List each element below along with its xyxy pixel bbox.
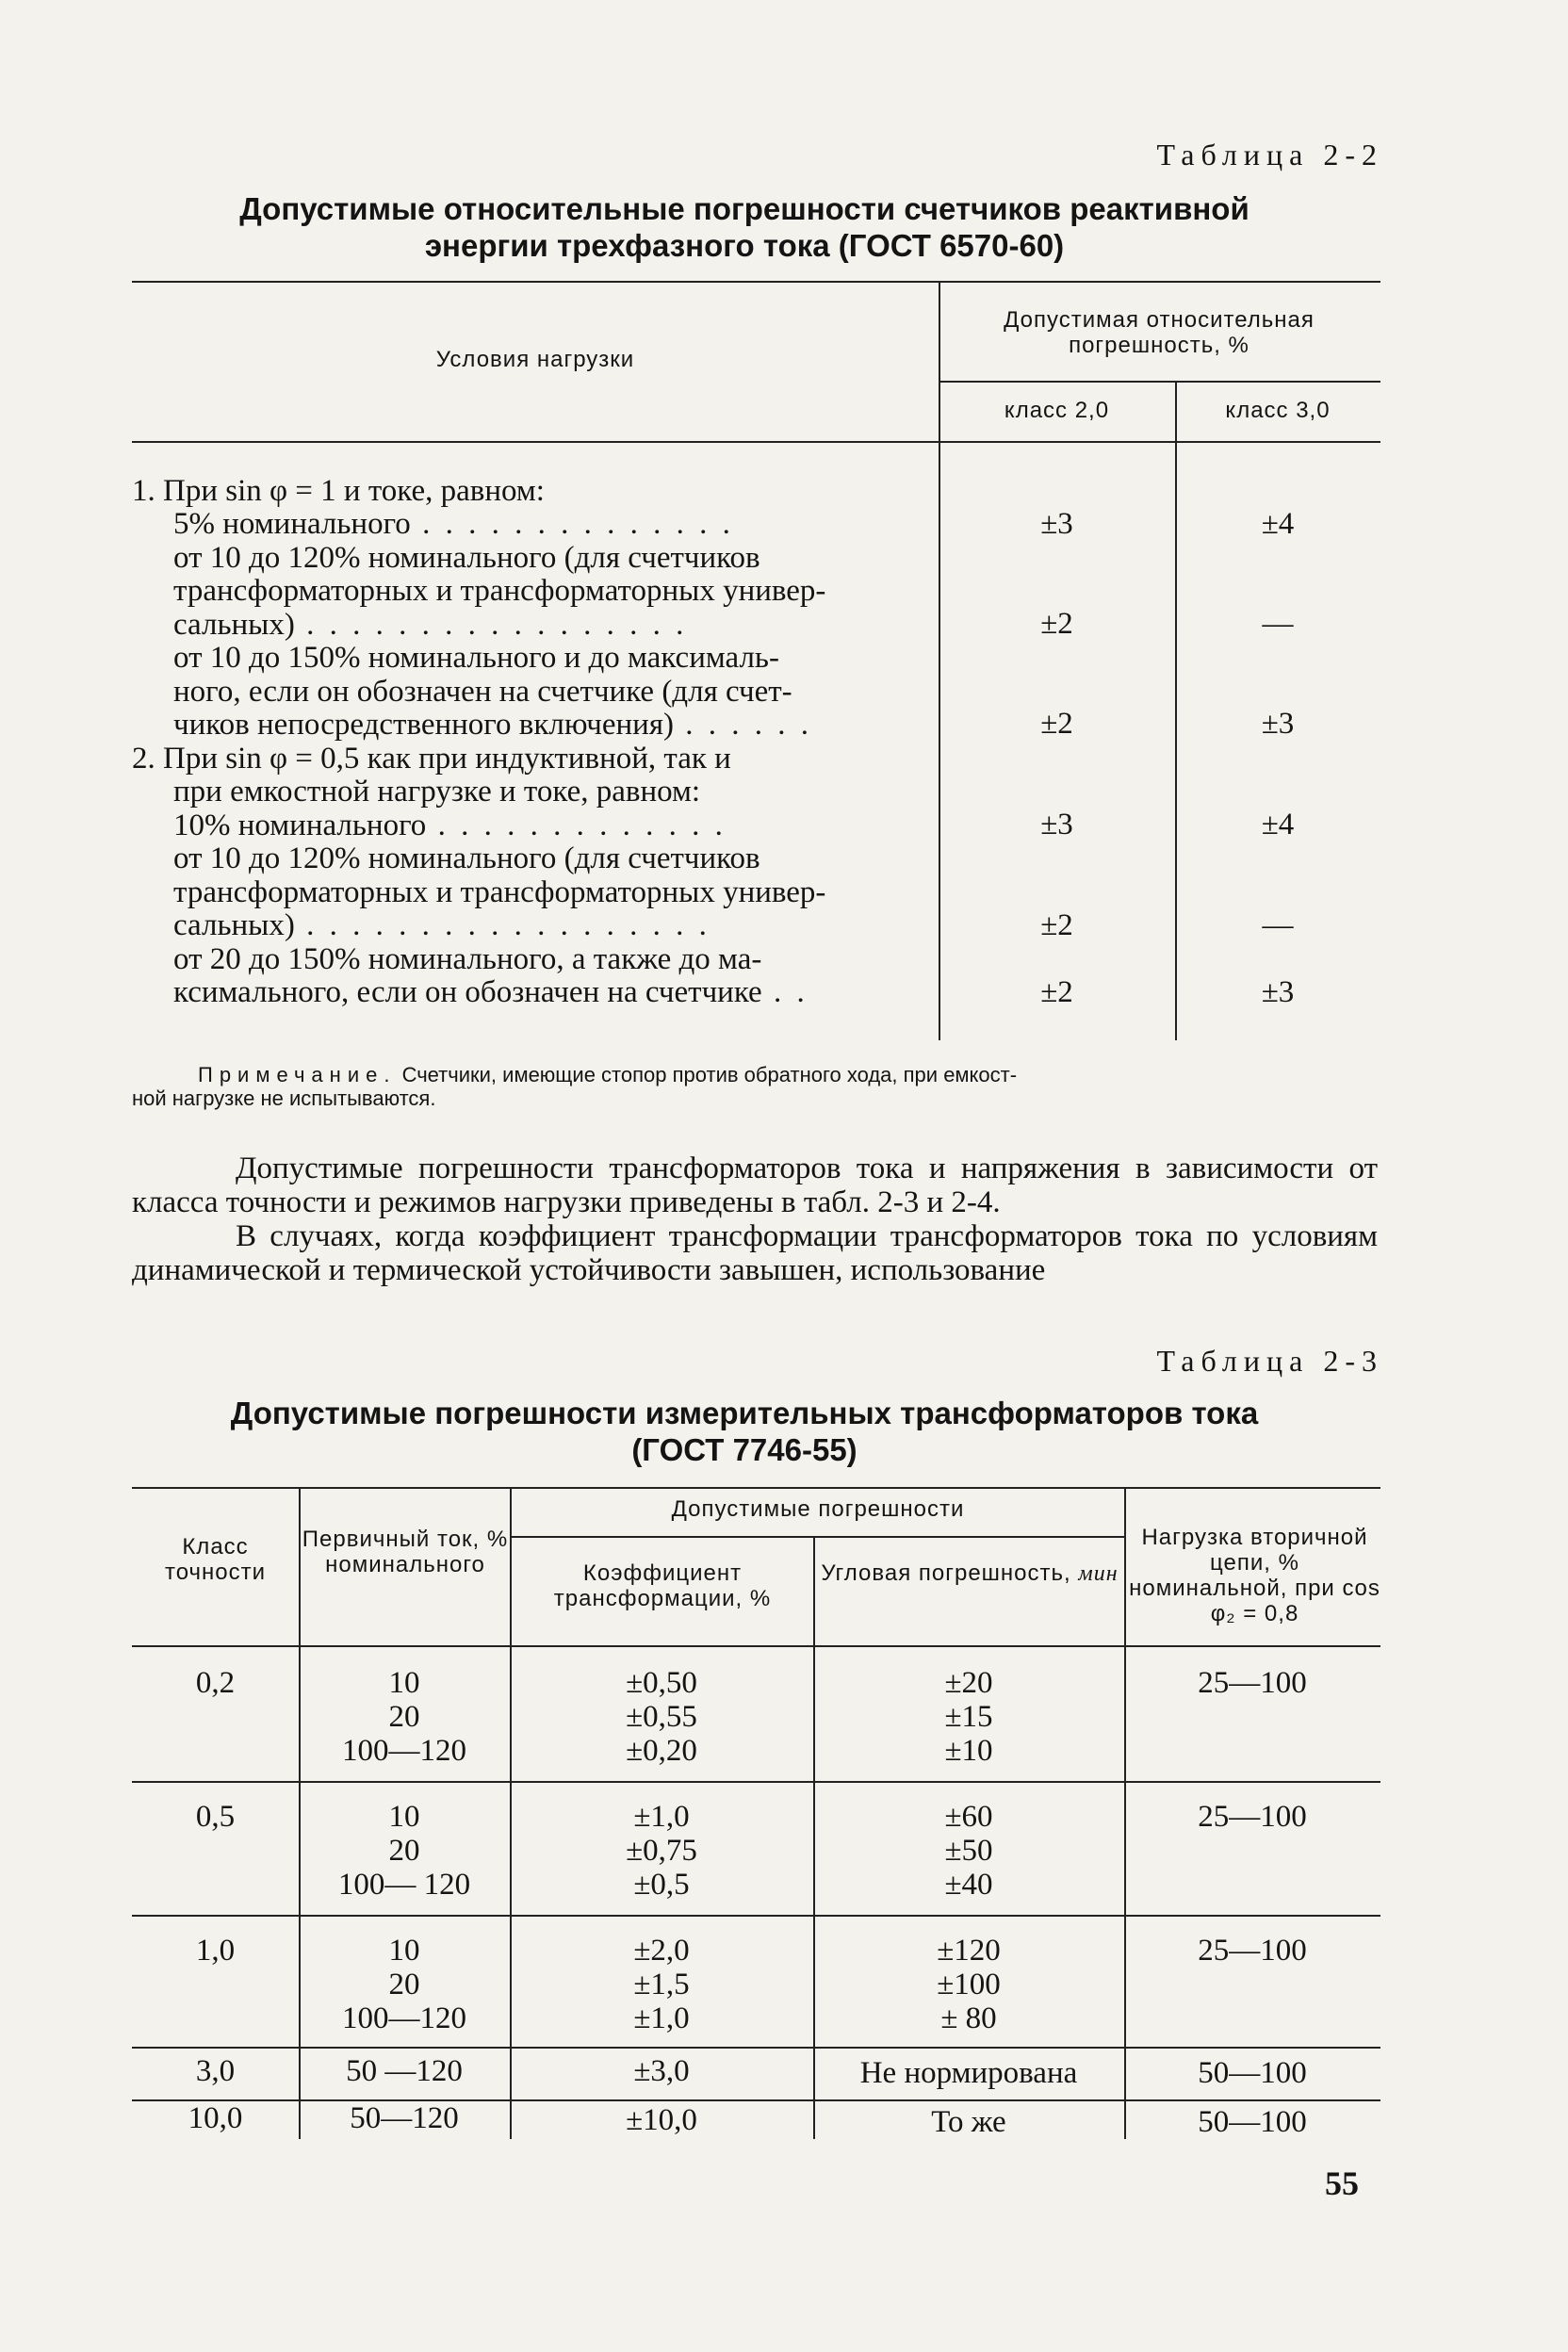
- angle-error-cell: ±60 ±50 ±40: [944, 1800, 993, 1902]
- ratio-error-cell: ±1,0 ±0,75 ±0,5: [626, 1800, 697, 1902]
- note-label: Примечание.: [198, 1063, 397, 1086]
- class-cell: 0,5: [195, 1800, 236, 1834]
- ratio-error-cell: ±2,0 ±1,5 ±1,0: [633, 1934, 690, 2035]
- class-cell: 1,0: [195, 1934, 236, 1968]
- paragraph: В случаях, когда коэффициент трансформации трансформаторов тока по условиям динамической и термической устойчивости завышен, использование: [132, 1219, 1378, 1287]
- value-class3: —: [1262, 607, 1294, 641]
- table-2-2-top-rule: [132, 281, 1380, 283]
- condition-line: сальных) . . . . . . . . . . . . . . . . . .: [173, 908, 710, 942]
- ratio-error-cell: ±10,0: [626, 2103, 697, 2137]
- table-2-3-row-rule: [132, 1915, 1380, 1917]
- value-class3: ±4: [1261, 808, 1295, 841]
- table-2-2-title: [132, 190, 1357, 264]
- value-class3: ±3: [1261, 975, 1295, 1009]
- angle-error-cell: То же: [931, 2105, 1006, 2139]
- condition-line: чиков непосредственного включения) . . . . . .: [173, 708, 812, 742]
- table-2-2-header-conditions: Условия нагрузки: [435, 347, 635, 372]
- table-2-3-header-class: Класс точности: [164, 1534, 267, 1585]
- load-cell: 25—100: [1198, 1934, 1307, 1968]
- body-text: [132, 1152, 1378, 1287]
- angle-error-cell: Не нормирована: [859, 2056, 1078, 2090]
- condition-line: ного, если он обозначен на счетчике (для счет-: [173, 675, 792, 709]
- table-2-3-row-rule: [132, 2047, 1380, 2049]
- condition-line: при емкостной нагрузке и токе, равном:: [173, 775, 701, 808]
- primary-current-cell: 10 20 100—120: [342, 1934, 466, 2035]
- table-2-2-title-line1: Допустимые относительные погрешности счетчиков реактивной: [239, 191, 1250, 226]
- table-2-3-title: [132, 1395, 1357, 1468]
- class-cell: 0,2: [195, 1666, 236, 1700]
- table-2-3-errors-rule: [512, 1536, 1124, 1538]
- table-2-2-title-line2: энергии трехфазного тока (ГОСТ 6570-60): [424, 228, 1065, 263]
- condition-line: сальных) . . . . . . . . . . . . . . . . .: [173, 608, 688, 642]
- angle-error-cell: ±20 ±15 ±10: [944, 1666, 993, 1768]
- table-2-3-header-angle: Угловая погрешность, мин: [821, 1560, 1119, 1586]
- table-2-2-header-class2: класс 2,0: [1004, 398, 1110, 423]
- paragraph: Допустимые погрешности трансформаторов тока и напряжения в зависимости от класса точности и режимов нагрузки приведены в табл. 2-3 и 2-4.: [132, 1152, 1378, 1219]
- note-text-continued: ной нагрузке не испытываются.: [132, 1086, 436, 1110]
- table-2-3-header-errors: Допустимые погрешности: [671, 1496, 965, 1522]
- ratio-error-cell: ±0,50 ±0,55 ±0,20: [626, 1666, 697, 1768]
- condition-line: от 10 до 120% номинального (для счетчиков: [173, 841, 760, 875]
- table-2-2-label: Таблица 2-2: [1156, 138, 1383, 172]
- class-cell: 10,0: [188, 2101, 243, 2135]
- value-class3: —: [1262, 908, 1294, 942]
- value-class2: ±2: [1040, 607, 1073, 641]
- angle-error-cell: ±120 ±100 ± 80: [937, 1934, 1001, 2035]
- table-2-3-title-line1: Допустимые погрешности измерительных трансформаторов тока: [230, 1396, 1259, 1430]
- condition-line: ксимального, если он обозначен на счетчике . .: [173, 975, 808, 1009]
- condition-line: 2. При sin φ = 0,5 как при индуктивной, так и: [132, 742, 731, 776]
- class-cell: 3,0: [195, 2054, 236, 2088]
- table-2-2-header-rule: [132, 441, 1380, 443]
- table-2-3-header-rule: [132, 1645, 1380, 1647]
- table-2-2-header-class3: класс 3,0: [1225, 398, 1331, 423]
- condition-line: от 10 до 150% номинального и до максималь-: [173, 641, 779, 675]
- table-2-3-header-primary: Первичный ток, % номинального: [302, 1527, 509, 1577]
- table-2-3-label: Таблица 2-3: [1156, 1344, 1383, 1378]
- condition-line: 1. При sin φ = 1 и токе, равном:: [132, 474, 545, 508]
- table-2-3-header-ratio: Коэффициент трансформации, %: [553, 1560, 772, 1611]
- primary-current-cell: 50—120: [350, 2101, 459, 2135]
- value-class3: ±3: [1261, 707, 1295, 741]
- table-2-3-top-rule: [132, 1487, 1380, 1489]
- table-2-2-note: [132, 1063, 1376, 1110]
- table-2-2-header-divider: [939, 381, 1380, 383]
- primary-current-cell: 10 20 100—120: [342, 1666, 466, 1768]
- primary-current-cell: 50 —120: [346, 2054, 463, 2088]
- condition-line: трансформаторных и трансформаторных универ-: [173, 574, 826, 608]
- primary-current-cell: 10 20 100— 120: [337, 1800, 471, 1902]
- condition-line: 5% номинального . . . . . . . . . . . . . .: [173, 507, 734, 541]
- condition-line: трансформаторных и трансформаторных универ-: [173, 875, 826, 909]
- condition-line: от 10 до 120% номинального (для счетчиков: [173, 541, 760, 575]
- load-cell: 50—100: [1198, 2056, 1307, 2090]
- load-cell: 50—100: [1198, 2105, 1307, 2139]
- page-number: 55: [1325, 2164, 1359, 2202]
- value-class2: ±2: [1040, 707, 1073, 741]
- note-text: Счетчики, имеющие стопор против обратного хода, при емкост-: [401, 1063, 1018, 1086]
- table-2-2-header-error: Допустимая относительная погрешность, %: [1004, 307, 1315, 358]
- table-2-3-header-load: Нагрузка вторичной цепи, % номинальной, при cos φ₂ = 0,8: [1129, 1525, 1380, 1626]
- condition-line: 10% номинального . . . . . . . . . . . . .: [173, 808, 727, 842]
- ratio-error-cell: ±3,0: [633, 2054, 690, 2088]
- value-class2: ±3: [1040, 507, 1073, 541]
- value-class2: ±2: [1040, 908, 1073, 942]
- value-class2: ±2: [1040, 975, 1073, 1009]
- condition-line: от 20 до 150% номинального, а также до ма-: [173, 942, 762, 976]
- table-2-3-row-rule: [132, 1781, 1380, 1783]
- load-cell: 25—100: [1198, 1666, 1307, 1700]
- value-class3: ±4: [1261, 507, 1295, 541]
- table-2-3-title-line2: (ГОСТ 7746-55): [631, 1432, 858, 1467]
- load-cell: 25—100: [1198, 1800, 1307, 1834]
- value-class2: ±3: [1040, 808, 1073, 841]
